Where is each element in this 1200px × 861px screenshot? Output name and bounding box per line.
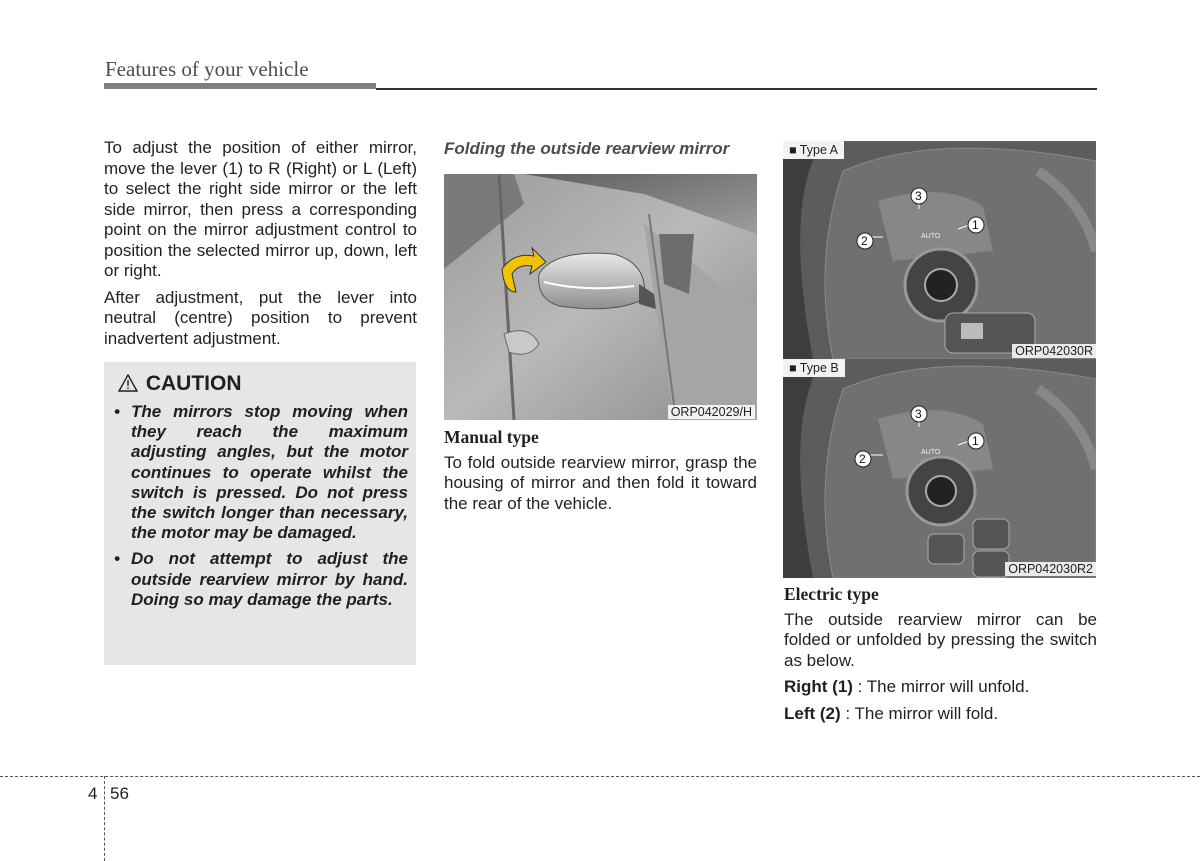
svg-text:3: 3 <box>915 407 922 421</box>
mirror-photo <box>444 174 757 420</box>
left-switch-label: Left (2) <box>784 703 841 723</box>
electric-type-text: The outside rearview mirror can be folded or unfolded by pressing the switch as below. <box>784 609 1097 670</box>
type-b-label: ■ Type B <box>783 359 845 377</box>
warning-triangle-icon <box>118 374 140 398</box>
type-b-caption: ORP042030R2 <box>1005 562 1096 576</box>
right-switch-label: Right (1) <box>784 677 853 696</box>
caution-box <box>104 362 416 665</box>
caution-list <box>114 402 408 616</box>
header-rule <box>376 88 1097 90</box>
section-heading-folding: Folding the outside rearview mirror <box>444 139 730 158</box>
page-header-title: Features of your vehicle <box>105 57 309 81</box>
type-a-caption: ORP042030R <box>1012 344 1096 358</box>
caution-item: • Do not attempt to adjust the outside rearview mirror by hand. Doing so may damage the parts. <box>114 549 408 609</box>
svg-text:1: 1 <box>972 434 979 448</box>
footer-divider <box>104 776 105 861</box>
svg-text:2: 2 <box>859 452 866 466</box>
svg-text:AUTO: AUTO <box>921 449 941 456</box>
chapter-number: 4 <box>88 784 98 803</box>
callout-1: 1 <box>972 218 979 232</box>
page-number: 56 <box>110 784 129 803</box>
callout-2: 2 <box>861 234 868 248</box>
paragraph-after-adjust: After adjustment, put the lever into neutral (centre) position to prevent inadvertent adjustment. <box>104 287 417 348</box>
left-switch-line: Left (2) : The mirror will fold. <box>784 703 999 723</box>
callout-3: 3 <box>915 189 922 203</box>
paragraph-mirror-adjust: To adjust the position of either mirror, move the lever (1) to R (Right) or L (Left) to select the right side mirror or the left side mirror, then press a corresponding point on the mirror adjustment control to position the selected mirror up, down, left or right. <box>104 138 417 280</box>
photo-caption: ORP042029/H <box>668 405 755 419</box>
manual-type-text: To fold outside rearview mirror, grasp the housing of mirror and then fold it toward the rear of the vehicle. <box>444 452 757 513</box>
caution-item: • The mirrors stop moving when they reach the maximum adjusting angles, but the motor continues to operate whilst the switch is pressed. Do not press the switch longer than necessary, the motor may be damaged. <box>114 402 408 543</box>
right-text <box>784 584 1097 730</box>
switch-photo-type-b <box>783 359 1096 578</box>
electric-type-heading: Electric type <box>784 584 879 604</box>
footer-rule <box>0 776 1200 777</box>
caution-title <box>118 372 242 398</box>
svg-text:AUTO: AUTO <box>921 233 941 240</box>
header-bar <box>104 83 376 89</box>
middle-text <box>444 427 757 520</box>
switch-photo-type-a <box>783 141 1096 359</box>
left-column <box>104 138 417 355</box>
caution-title-text: CAUTION <box>145 372 242 395</box>
right-switch-line: Right (1) : The mirror will unfold. <box>784 677 1030 696</box>
manual-type-heading: Manual type <box>444 427 539 447</box>
type-a-label: ■ Type A <box>783 141 844 159</box>
